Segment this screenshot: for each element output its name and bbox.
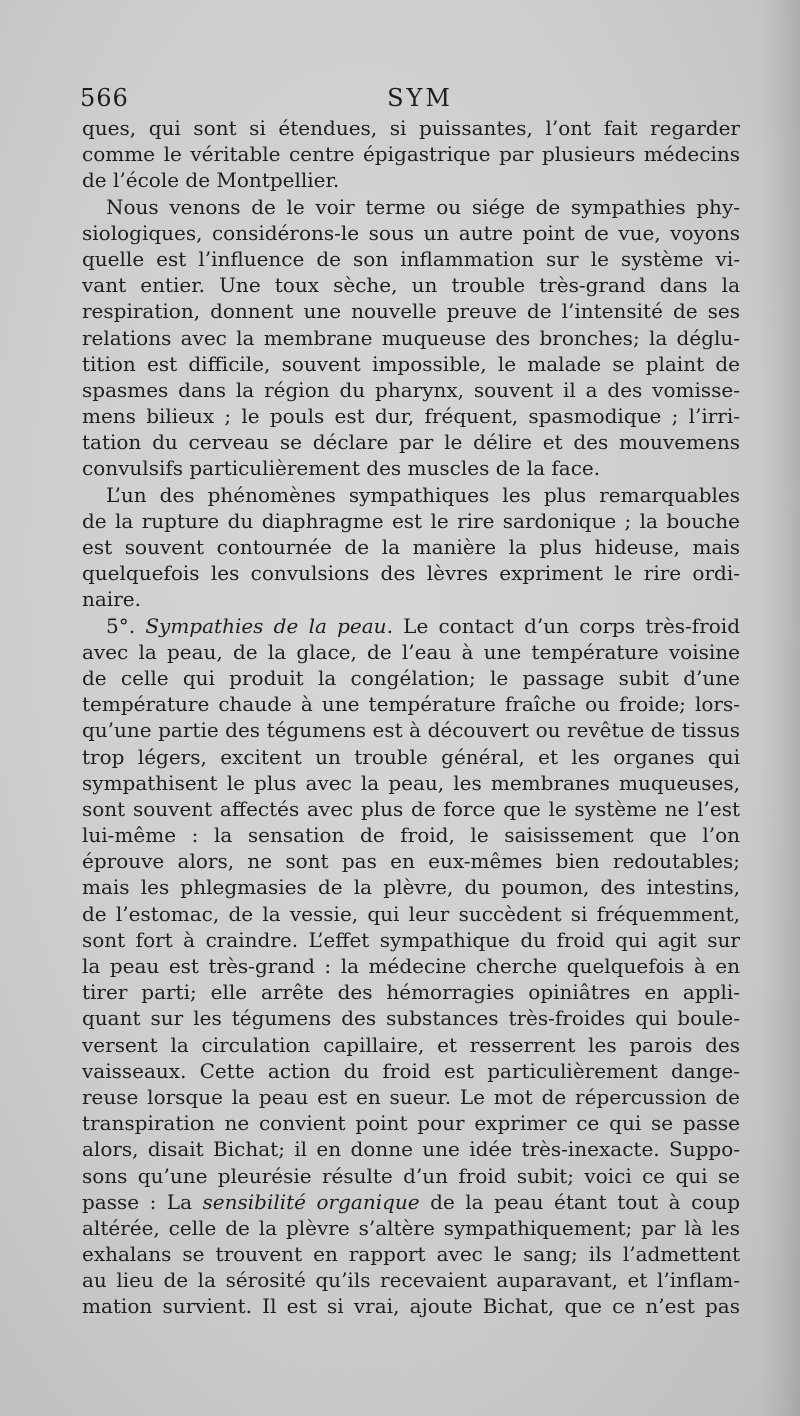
text-line — [82, 508, 740, 534]
text-line — [82, 665, 740, 691]
text-line — [82, 455, 740, 481]
line-segment: vaisseaux. Cette action du froid est particulièrement dange- — [82, 1058, 740, 1083]
text-line — [82, 1084, 740, 1110]
line-segment: quelquefois les convulsions des lèvres expriment le rire ordi- — [82, 561, 740, 586]
line-segment: versent la circulation capillaire, et resserrent les parois des — [82, 1032, 740, 1057]
text-line — [82, 1189, 740, 1215]
line-segment: de la peau étant tout à coup — [430, 1189, 740, 1214]
line-segment: 5°. — [106, 613, 136, 638]
text-line — [82, 717, 740, 743]
line-segment: convulsifs particulièrement des muscles de la face. — [82, 456, 601, 481]
line-segment: sont fort à craindre. L’effet sympathique du froid qui agit sur — [82, 927, 740, 952]
line-segment: mais les phlegmasies de la plèvre, du poumon, des intestins, — [82, 875, 740, 900]
line-segment: de celle qui produit la congélation; le passage subit d’une — [82, 665, 740, 690]
text-line — [82, 220, 740, 246]
text-line — [82, 1215, 740, 1241]
line-segment: avec la peau, de la glace, de l’eau à une température voisine — [82, 639, 740, 664]
line-segment: sont souvent affectés avec plus de force que le système ne l’est — [82, 796, 740, 821]
text-line — [82, 1267, 740, 1293]
line-segment: au lieu de la sérosité qu’ils recevaient auparavant, et l’inflam- — [82, 1268, 740, 1293]
text-line — [82, 325, 740, 351]
line-segment: respiration, donnent une nouvelle preuve de l’intensité de ses — [82, 299, 740, 324]
text-line — [82, 194, 740, 220]
page-edge-shadow — [760, 0, 800, 1416]
line-segment: vant entier. Une toux sèche, un trouble très-grand dans la — [82, 273, 740, 298]
text-line — [82, 822, 740, 848]
text-line — [82, 1058, 740, 1084]
line-segment: transpiration ne convient point pour exprimer ce qui se passe — [82, 1111, 740, 1136]
line-segment: quant sur les tégumens des substances très-froides qui boule- — [82, 1006, 740, 1031]
text-line — [82, 403, 740, 429]
line-segment: exhalans se trouvent en rapport avec le sang; ils l’admettent — [82, 1242, 740, 1267]
line-segment: sympathisent le plus avec la peau, les membranes muqueuses, — [82, 770, 740, 795]
text-line — [82, 482, 740, 508]
line-segment: de la rupture du diaphragme est le rire sardonique ; la bouche — [82, 508, 740, 533]
line-segment: spasmes dans la région du pharynx, souvent il a des vomisse- — [82, 377, 740, 402]
running-head: SYM — [387, 84, 453, 112]
body-text — [82, 115, 740, 1320]
text-line — [82, 246, 740, 272]
line-segment: de l’école de Montpellier. — [82, 168, 340, 193]
text-line — [82, 1110, 740, 1136]
text-line — [82, 796, 740, 822]
line-segment: L’un des phénomènes sympathiques les plus remarquables — [106, 482, 740, 507]
line-segment: tirer parti; elle arrête des hémorragies opiniâtres en appli- — [82, 980, 740, 1005]
line-segment: lui-même : la sensation de froid, le saisissement que l’on — [82, 823, 740, 848]
text-line — [82, 691, 740, 717]
line-segment: passe : La — [82, 1189, 193, 1214]
text-line — [82, 1163, 740, 1189]
line-segment: mation survient. Il est si vrai, ajoute Bichat, que ce n’est pas — [82, 1294, 740, 1319]
text-line — [82, 1136, 740, 1162]
line-segment: qu’une partie des tégumens est à découvert ou revêtue de tissus — [82, 718, 740, 743]
text-line — [82, 901, 740, 927]
text-line — [82, 1032, 740, 1058]
text-line — [82, 1241, 740, 1267]
line-segment: altérée, celle de la plèvre s’altère sympathiquement; par là les — [82, 1215, 740, 1240]
text-line — [82, 874, 740, 900]
text-line — [82, 586, 740, 612]
text-line — [82, 927, 740, 953]
line-segment: tation du cerveau se déclare par le délire et des mouvemens — [82, 430, 740, 455]
text-line — [82, 770, 740, 796]
text-line — [82, 377, 740, 403]
text-line — [82, 979, 740, 1005]
text-line — [82, 1293, 740, 1319]
line-segment: température chaude à une température fraîche ou froide; lors- — [82, 692, 740, 717]
text-line — [82, 639, 740, 665]
line-segment: siologiques, considérons-le sous un autre point de vue, voyons — [82, 220, 740, 245]
line-segment: quelle est l’influence de son inflammation sur le système vi- — [82, 246, 740, 271]
italic-phrase: Sympathies de la peau. — [145, 613, 393, 638]
line-segment: alors, disait Bichat; il en donne une idée très-inexacte. Suppo- — [82, 1137, 740, 1162]
text-line — [82, 560, 740, 586]
text-line — [82, 351, 740, 377]
line-segment: mens bilieux ; le pouls est dur, fréquent, spasmodique ; l’irri- — [82, 404, 740, 429]
line-segment: éprouve alors, ne sont pas en eux-mêmes bien redoutables; — [82, 849, 740, 874]
line-segment: tition est difficile, souvent impossible, le malade se plaint de — [82, 351, 740, 376]
text-line — [82, 272, 740, 298]
text-line — [82, 744, 740, 770]
line-segment: Le contact d’un corps très-froid — [403, 613, 740, 638]
text-line — [82, 141, 740, 167]
page-number: 566 — [80, 84, 129, 112]
text-line — [82, 1005, 740, 1031]
line-segment: de l’estomac, de la vessie, qui leur succèdent si fréquemment, — [82, 901, 740, 926]
text-line — [82, 298, 740, 324]
line-segment: relations avec la membrane muqueuse des bronches; la déglu- — [82, 325, 740, 350]
text-line — [82, 534, 740, 560]
line-segment: sons qu’une pleurésie résulte d’un froid subit; voici ce qui se — [82, 1163, 740, 1188]
line-segment: comme le véritable centre épigastrique par plusieurs médecins — [82, 142, 740, 167]
text-line — [82, 953, 740, 979]
text-line — [82, 429, 740, 455]
italic-phrase: sensibilité organique — [202, 1189, 420, 1214]
text-line — [82, 115, 740, 141]
text-line — [82, 848, 740, 874]
text-line — [82, 613, 740, 639]
line-segment: ques, qui sont si étendues, si puissantes, l’ont fait regarder — [82, 116, 740, 140]
line-segment: naire. — [82, 587, 141, 612]
line-segment: reuse lorsque la peau est en sueur. Le mot de répercussion de — [82, 1084, 740, 1109]
line-segment: la peau est très-grand : la médecine cherche quelquefois à en — [82, 954, 740, 978]
line-segment: Nous venons de le voir terme ou siége de sympathies phy- — [106, 194, 740, 219]
text-line — [82, 167, 740, 193]
line-segment: est souvent contournée de la manière la plus hideuse, mais — [82, 535, 740, 559]
line-segment: trop légers, excitent un trouble général, et les organes qui — [82, 744, 740, 769]
